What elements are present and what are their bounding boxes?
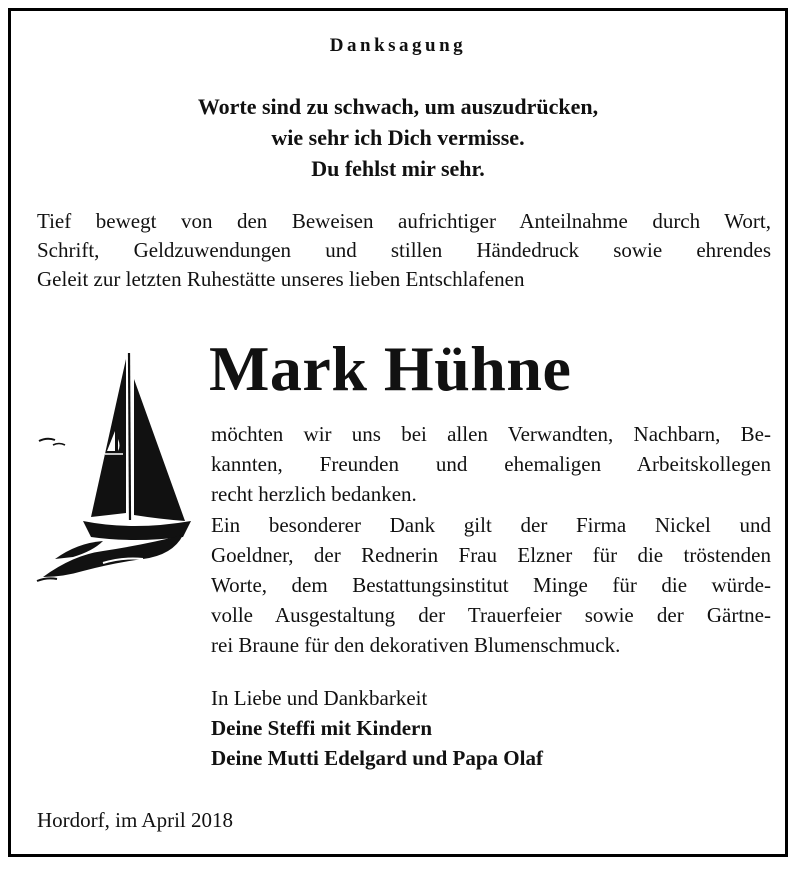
thanks-line: rei Braune für den dekorativen Blumenschmuck. (211, 633, 621, 658)
obituary-notice (8, 8, 788, 857)
motto-line: wie sehr ich Dich vermisse. (271, 125, 525, 150)
notice-heading: Danksagung (329, 35, 467, 56)
signature-line: Deine Mutti Edelgard und Papa Olaf (211, 746, 543, 770)
thanks-line: Goeldner, der Rednerin Frau Elzner für die tröstenden (211, 542, 771, 567)
thanks-line: Ein besonderer Dank gilt der Firma Nickel und (211, 512, 771, 537)
sailboat-icon (33, 345, 193, 585)
closing-line: In Liebe und Dankbarkeit (211, 686, 428, 710)
motto-line: Worte sind zu schwach, um auszudrücken, (197, 94, 599, 119)
intro-line: Schrift, Geldzuwendungen und stillen Händedruck sowie ehrendes (37, 238, 771, 262)
intro-paragraph (37, 207, 771, 294)
thanks-line: kannten, Freunden und ehemaligen Arbeitskollegen (211, 452, 771, 477)
deceased-name: Mark Hühne (209, 333, 572, 404)
signature-line: Deine Steffi mit Kindern (211, 716, 433, 740)
thanks-line: möchten wir uns bei allen Verwandten, Nachbarn, Be- (211, 422, 771, 446)
intro-line: Geleit zur letzten Ruhestätte unseres lieben Entschlafenen (37, 267, 525, 291)
thanks-paragraph (211, 419, 771, 661)
motto-verse (11, 91, 785, 184)
closing-signature (211, 683, 543, 773)
intro-line: Tief bewegt von den Beweisen aufrichtiger Anteilnahme durch Wort, (37, 209, 771, 233)
motto-line: Du fehlst mir sehr. (311, 156, 485, 181)
place-date: Hordorf, im April 2018 (37, 808, 233, 832)
thanks-line: volle Ausgestaltung der Trauerfeier sowie der Gärtne- (211, 603, 771, 628)
thanks-line: recht herzlich bedanken. (211, 482, 417, 507)
thanks-line: Worte, dem Bestattungsinstitut Minge für die würde- (211, 573, 771, 598)
